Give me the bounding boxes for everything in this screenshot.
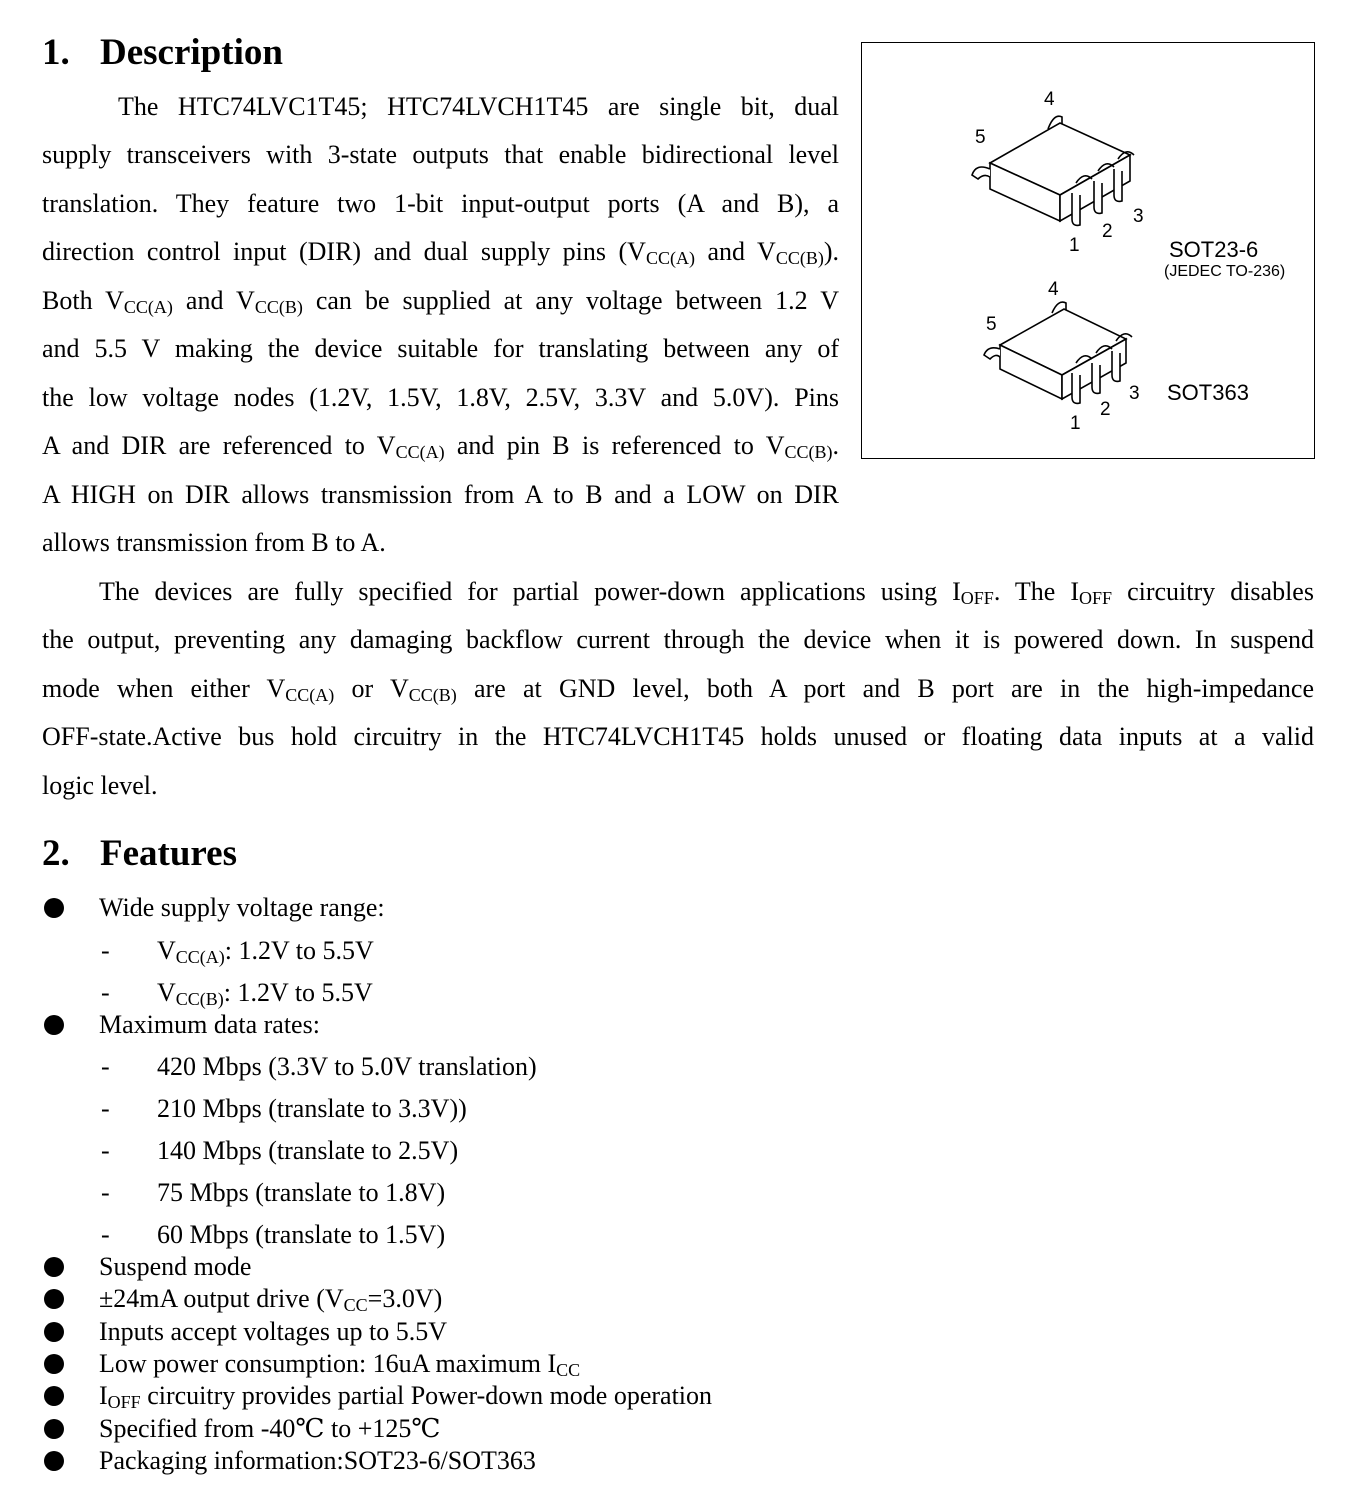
desc-line: The devices are fully specified for partial power-down applications using $I_{OFF}$. The $I_{OFF}$ circuitry disables [99,577,1314,608]
feature-subitem: 420 Mbps (3.3V to 5.0V translation) [157,1052,537,1081]
dash: - [101,1178,110,1207]
bullet [44,1354,64,1374]
package-drawings [862,43,1316,460]
bullet [44,1322,64,1342]
dash: - [101,978,110,1007]
feature-subitem: 60 Mbps (translate to 1.5V) [157,1220,446,1249]
desc-line: Both $V_{CC(A)}$ and $V_{CC(B)}$ can be supplied at any voltage between 1.2 V [42,286,840,317]
pin-label: 2 [1100,399,1111,420]
desc-line: mode when either $V_{CC(A)}$ or $V_{CC(B)}$ are at GND level, both A port and B port are in the high-impedance [42,674,1314,705]
bullet [44,1289,64,1309]
package-note: (JEDEC TO-236) [1164,263,1286,280]
section-title: Features [100,833,237,874]
pin-label: 4 [1048,279,1059,300]
feature-item: Suspend mode [99,1252,252,1281]
desc-line: A HIGH on DIR allows transmission from A to B and a LOW on DIR [42,480,839,509]
pin-label: 3 [1133,206,1144,227]
desc-line: direction control input (DIR) and dual supply pins ($V_{CC(A)}$ and $V_{CC(B)}$). [42,237,839,268]
section-title: Description [100,32,283,73]
desc-line: the low voltage nodes (1.2V, 1.5V, 1.8V, 2.5V, 3.3V and 5.0V). Pins [42,383,839,412]
section-number: 1. [42,32,70,73]
pin-label: 3 [1129,383,1140,404]
desc-line: logic level. [42,771,158,800]
sot363-drawing [984,302,1132,403]
pin-label: 1 [1070,413,1081,434]
desc-line: supply transceivers with 3-state outputs that enable bidirectional level [42,140,839,169]
feature-item: Low power consumption: 16uA maximum $I_{CC}$ [99,1349,581,1380]
dash: - [101,1136,110,1165]
bullet [44,1015,64,1035]
desc-line: and 5.5 V making the device suitable for translating between any of [42,334,839,363]
dash: - [101,1220,110,1249]
sot23-6-drawing [972,116,1134,225]
bullet [44,1451,64,1471]
desc-line: OFF-state.Active bus hold circuitry in the HTC74LVCH1T45 holds unused or floating data inputs at a valid [42,722,1314,751]
feature-item: $I_{OFF}$ circuitry provides partial Power-down mode operation [99,1381,713,1412]
package-name: SOT363 [1167,380,1249,405]
feature-subitem: 140 Mbps (translate to 2.5V) [157,1136,459,1165]
package-figure [861,42,1315,459]
pin-label: 2 [1102,221,1113,242]
dash: - [101,1094,110,1123]
bullet [44,1419,64,1439]
feature-item: Packaging information:SOT23-6/SOT363 [99,1446,536,1475]
package-name: SOT23-6 [1169,237,1259,262]
bullet [44,1257,64,1277]
section-heading-features [42,832,237,876]
section-heading-description [42,31,283,75]
feature-item: Maximum data rates: [99,1010,320,1039]
dash: - [101,1052,110,1081]
bullet [44,1386,64,1406]
pin-label: 4 [1044,89,1055,110]
pin-label: 1 [1069,235,1080,256]
desc-line: A and DIR are referenced to $V_{CC(A)}$ and pin B is referenced to $V_{CC(B)}$. [42,431,840,462]
feature-subitem: 75 Mbps (translate to 1.8V) [157,1178,446,1207]
desc-line: The HTC74LVC1T45; HTC74LVCH1T45 are single bit, dual [118,92,839,121]
bullet [44,898,64,918]
feature-item: Specified from -40℃ to +125℃ [99,1414,441,1443]
desc-line: allows transmission from B to A. [42,528,386,557]
pin-label: 5 [975,127,986,148]
feature-subitem: $V_{CC(B)}$: 1.2V to 5.5V [157,978,373,1009]
dash: - [101,936,110,965]
section-number: 2. [42,833,70,874]
feature-item: Wide supply voltage range: [99,893,385,922]
feature-item: ±24mA output drive $(V_{CC}=3.0V)$ [99,1284,443,1315]
desc-line: the output, preventing any damaging backflow current through the device when it is powered down. In suspend [42,625,1314,654]
feature-item: Inputs accept voltages up to 5.5V [99,1317,448,1346]
feature-subitem: $V_{CC(A)}$: 1.2V to 5.5V [157,936,374,967]
pin-label: 5 [986,314,997,335]
desc-line: translation. They feature two 1-bit input-output ports (A and B), a [42,189,839,218]
feature-subitem: 210 Mbps (translate to 3.3V)) [157,1094,467,1123]
